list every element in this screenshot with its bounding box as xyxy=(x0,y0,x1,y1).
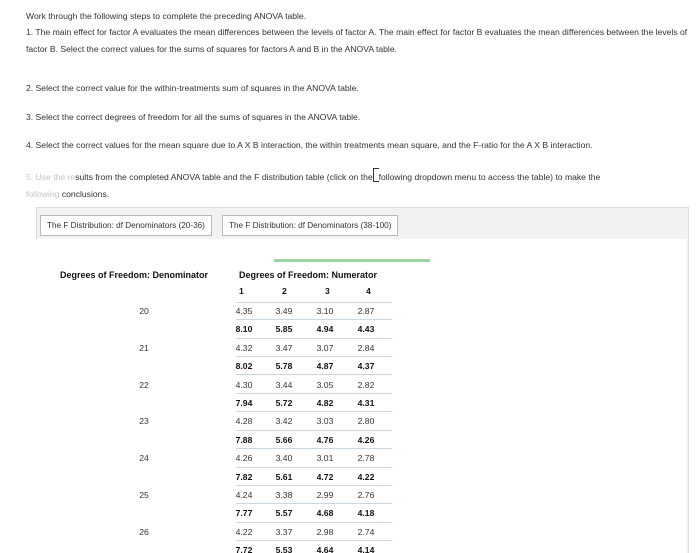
row-divider xyxy=(236,448,392,449)
f-value-cell: 4.14 xyxy=(357,545,375,553)
column-header-1: 1 xyxy=(239,286,244,296)
f-value-cell: 2.76 xyxy=(357,490,375,500)
f-value-cell: 3.47 xyxy=(275,342,293,353)
f-value-cell: 4.87 xyxy=(316,361,334,372)
step-5-faded-start: 5. Use the re xyxy=(26,172,76,182)
step-5-part-3: conclusions. xyxy=(59,189,110,199)
step-5-faded-line2: following xyxy=(26,189,60,199)
f-value-cell: 4.72 xyxy=(316,471,334,482)
column-header-2: 2 xyxy=(282,286,287,296)
f-value-cell: 7.94 xyxy=(235,397,253,408)
f-value-cell: 4.30 xyxy=(235,379,253,390)
table-top-rule xyxy=(274,259,430,262)
df-denominator-cell: 21 xyxy=(139,342,149,353)
row-divider xyxy=(236,411,392,412)
f-value-cell: 5.57 xyxy=(275,508,293,519)
f-value-cell: 4.32 xyxy=(235,342,253,353)
row-divider xyxy=(236,374,392,375)
f-value-cell: 3.05 xyxy=(316,379,334,390)
f-value-cell: 4.94 xyxy=(316,324,334,335)
df-denominator-cell: 24 xyxy=(139,453,149,464)
f-value-cell: 4.28 xyxy=(235,416,253,427)
f-value-cell: 4.22 xyxy=(357,471,375,482)
f-value-cell: 2.82 xyxy=(357,379,375,390)
step-2-text: 2. Select the correct value for the within-treatments sum of squares in the ANOVA table. xyxy=(26,83,359,93)
tab-denominators-38-100[interactable]: The F Distribution: df Denominators (38-100) xyxy=(222,215,398,236)
f-value-cell: 7.77 xyxy=(235,508,253,519)
denominator-header: Degrees of Freedom: Denominator xyxy=(60,270,209,280)
row-divider xyxy=(236,522,392,523)
f-value-cell: 8.02 xyxy=(235,361,253,372)
f-value-cell: 5.53 xyxy=(275,545,293,553)
f-value-cell: 3.03 xyxy=(316,416,334,427)
f-value-cell: 4.24 xyxy=(235,490,253,500)
f-value-cell: 4.82 xyxy=(316,397,334,408)
step-5-text xyxy=(26,166,690,203)
numerator-header: Degrees of Freedom: Numerator xyxy=(239,270,378,280)
df-denominator-cell: 22 xyxy=(139,379,149,390)
f-value-cell: 4.22 xyxy=(235,526,253,537)
df-denominator-cell: 25 xyxy=(139,490,149,500)
f-value-cell: 4.26 xyxy=(357,434,375,445)
f-value-cell: 4.35 xyxy=(235,306,253,316)
f-value-cell: 3.07 xyxy=(316,342,334,353)
f-value-cell: 2.98 xyxy=(316,526,334,537)
f-distribution-table xyxy=(36,239,687,553)
f-value-cell: 4.43 xyxy=(357,324,375,335)
f-value-cell: 4.64 xyxy=(316,545,334,553)
row-divider xyxy=(236,430,392,431)
column-header-3: 3 xyxy=(325,286,330,296)
df-denominator-cell: 20 xyxy=(139,306,149,316)
f-value-cell: 5.61 xyxy=(275,471,293,482)
text-cursor-icon xyxy=(373,168,379,182)
f-value-cell: 2.78 xyxy=(357,453,375,464)
tab-denominators-20-36[interactable]: The F Distribution: df Denominators (20-36) xyxy=(40,215,212,236)
f-value-cell: 5.85 xyxy=(275,324,293,335)
f-value-cell: 5.72 xyxy=(275,397,293,408)
row-divider xyxy=(236,503,392,504)
df-denominator-cell: 23 xyxy=(139,416,149,427)
f-value-cell: 8.10 xyxy=(235,324,253,335)
row-divider xyxy=(236,302,392,303)
f-value-cell: 2.80 xyxy=(357,416,375,427)
row-divider xyxy=(236,540,392,541)
f-value-cell: 3.37 xyxy=(275,526,293,537)
step-4-text: 4. Select the correct values for the mean square due to A X B interaction, the within treatments mean square, and the F-ratio for the A X B interaction. xyxy=(26,140,593,150)
f-value-cell: 3.38 xyxy=(275,490,293,500)
f-value-cell: 4.37 xyxy=(357,361,375,372)
f-value-cell: 3.49 xyxy=(275,306,293,316)
row-divider xyxy=(236,467,392,468)
row-divider xyxy=(236,485,392,486)
step-5-part-2: following dropdown menu to access the table) to make the xyxy=(378,172,601,182)
df-denominator-cell: 26 xyxy=(139,526,149,537)
step-1-text: 1. The main effect for factor A evaluates the mean differences between the levels of factor A. The main effect for factor B evaluates the mean differences between the levels of factor B. Select the correct values for the sums of squares for factors A and B in the ANOVA table. xyxy=(26,27,688,54)
f-value-cell: 4.18 xyxy=(357,508,375,519)
f-value-cell: 4.31 xyxy=(357,397,375,408)
f-value-cell: 2.84 xyxy=(357,342,375,353)
f-value-cell: 7.72 xyxy=(235,545,253,553)
f-value-cell: 3.01 xyxy=(316,453,334,464)
row-divider xyxy=(236,338,392,339)
f-value-cell: 3.44 xyxy=(275,379,293,390)
step-3-text: 3. Select the correct degrees of freedom for all the sums of squares in the ANOVA table. xyxy=(26,112,361,122)
step-5-part-1: sults from the completed ANOVA table and the F distribution table (click on the xyxy=(75,172,373,182)
f-value-cell: 3.40 xyxy=(275,453,293,464)
f-value-cell: 5.78 xyxy=(275,361,293,372)
row-divider xyxy=(236,356,392,357)
row-divider xyxy=(236,319,392,320)
f-value-cell: 7.82 xyxy=(235,471,253,482)
instructions-intro: Work through the following steps to complete the preceding ANOVA table. xyxy=(26,11,307,21)
f-value-cell: 2.99 xyxy=(316,490,334,500)
f-value-cell: 4.76 xyxy=(316,434,334,445)
f-value-cell: 3.10 xyxy=(316,306,334,316)
f-value-cell: 2.87 xyxy=(357,306,375,316)
f-value-cell: 2.74 xyxy=(357,526,375,537)
f-value-cell: 3.42 xyxy=(275,416,293,427)
f-value-cell: 5.66 xyxy=(275,434,293,445)
column-header-4: 4 xyxy=(366,286,371,296)
f-value-cell: 4.26 xyxy=(235,453,253,464)
row-divider xyxy=(236,393,392,394)
f-value-cell: 7.88 xyxy=(235,434,253,445)
f-value-cell: 4.68 xyxy=(316,508,334,519)
